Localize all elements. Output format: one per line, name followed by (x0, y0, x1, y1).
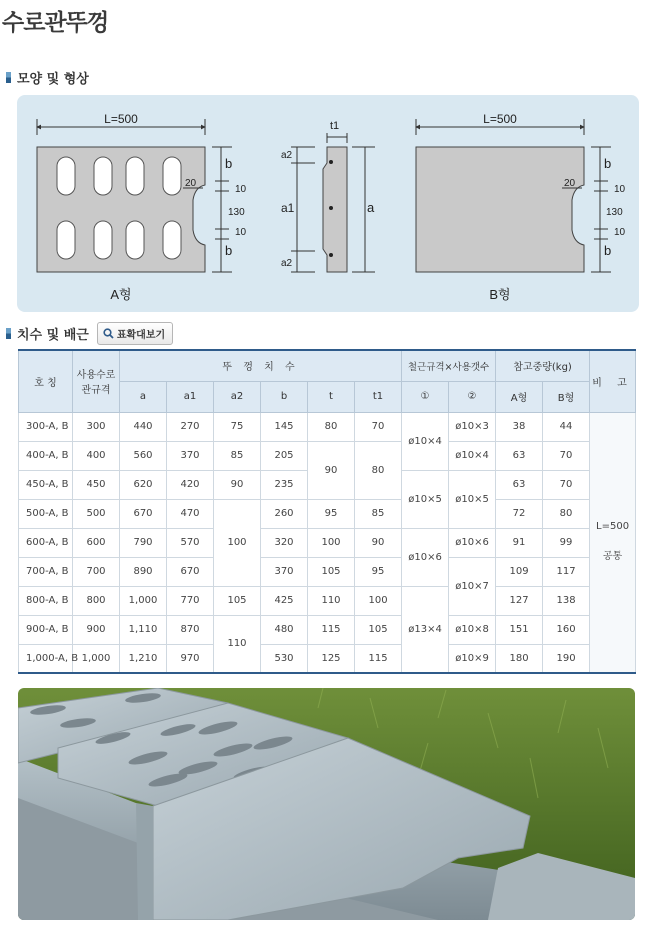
cell-rebar-2: ø10×8 (449, 615, 496, 644)
cell-b: 260 (261, 499, 308, 528)
cell-name: 450-A, B (19, 470, 73, 499)
type-a-drawing (37, 112, 247, 302)
cell-pipe: 400 (73, 441, 120, 470)
cell-pipe: 600 (73, 528, 120, 557)
type-b-caption: B형 (489, 287, 511, 302)
cell-b: 425 (261, 586, 308, 615)
cell-weight-b: 190 (543, 644, 590, 673)
cell-a2: 100 (214, 499, 261, 586)
cell-a2: 90 (214, 470, 261, 499)
section-title-dims: 치수 및 배근 (17, 328, 89, 343)
cell-b: 205 (261, 441, 308, 470)
cell-a1: 270 (167, 412, 214, 441)
header-rebar: 철근규격×사용갯수 (402, 350, 496, 381)
cell-b: 480 (261, 615, 308, 644)
cell-weight-b: 138 (543, 586, 590, 615)
cell-b: 530 (261, 644, 308, 673)
cell-weight-a: 63 (496, 441, 543, 470)
header-a2: a2 (214, 381, 261, 412)
cell-name: 1,000-A, B (19, 644, 73, 673)
cell-rebar-1: ø10×5 (402, 470, 449, 528)
cell-rebar-1: ø10×6 (402, 528, 449, 586)
header-rebar-1: ① (402, 381, 449, 412)
cell-b: 235 (261, 470, 308, 499)
cell-name: 400-A, B (19, 441, 73, 470)
cell-a2: 85 (214, 441, 261, 470)
section-a-label: a (367, 200, 375, 215)
product-photo (18, 688, 635, 920)
cell-a2: 110 (214, 615, 261, 673)
cell-rebar-2: ø10×6 (449, 528, 496, 557)
table-row (19, 441, 636, 470)
type-a-notch-label: 20 (185, 178, 197, 189)
cell-pipe: 450 (73, 470, 120, 499)
header-weight-b: B형 (543, 381, 590, 412)
section-a1-label: a1 (281, 201, 295, 215)
header-name: 호 칭 (19, 350, 73, 412)
magnifier-icon (103, 328, 114, 339)
cell-pipe: 700 (73, 557, 120, 586)
cell-name: 600-A, B (19, 528, 73, 557)
cell-a2: 105 (214, 586, 261, 615)
cell-t1: 105 (355, 615, 402, 644)
header-note: 비 고 (590, 350, 636, 412)
cell-a: 1,210 (120, 644, 167, 673)
cell-t: 125 (308, 644, 355, 673)
cell-pipe: 800 (73, 586, 120, 615)
cell-pipe: 1,000 (73, 644, 120, 673)
type-b-dim-130: 130 (606, 207, 623, 218)
cell-a: 670 (120, 499, 167, 528)
header-b: b (261, 381, 308, 412)
cell-t1: 80 (355, 441, 402, 499)
header-weight: 참고중량(kg) (496, 350, 590, 381)
cell-a1: 370 (167, 441, 214, 470)
table-row (19, 499, 636, 528)
type-a-caption: A형 (110, 287, 132, 302)
section-profile-shape (323, 147, 347, 272)
cell-weight-a: 38 (496, 412, 543, 441)
cell-a1: 570 (167, 528, 214, 557)
cell-weight-a: 180 (496, 644, 543, 673)
header-t1: t1 (355, 381, 402, 412)
cell-t: 100 (308, 528, 355, 557)
type-b-dim-10-bottom: 10 (614, 227, 626, 238)
cell-weight-a: 91 (496, 528, 543, 557)
cell-a1: 770 (167, 586, 214, 615)
type-b-dim-b-top: b (604, 156, 612, 171)
cell-rebar-2: ø10×7 (449, 557, 496, 615)
section-t1-label: t1 (330, 120, 340, 132)
header-a: a (120, 381, 167, 412)
section-heading-shape (6, 68, 89, 87)
cell-t1: 70 (355, 412, 402, 441)
section-drawing (281, 120, 375, 272)
cell-weight-b: 160 (543, 615, 590, 644)
cell-a: 560 (120, 441, 167, 470)
cell-a1: 470 (167, 499, 214, 528)
zoom-table-label: 표확대보기 (116, 330, 166, 341)
cell-weight-a: 109 (496, 557, 543, 586)
cell-b: 320 (261, 528, 308, 557)
type-a-dim-b-top: b (225, 156, 233, 171)
header-rebar-2: ② (449, 381, 496, 412)
cell-weight-a: 151 (496, 615, 543, 644)
type-a-dim-10-bottom: 10 (235, 227, 247, 238)
cell-t: 95 (308, 499, 355, 528)
header-t: t (308, 381, 355, 412)
header-weight-a: A형 (496, 381, 543, 412)
cell-a: 620 (120, 470, 167, 499)
cell-weight-a: 127 (496, 586, 543, 615)
cell-a2: 75 (214, 412, 261, 441)
cell-name: 500-A, B (19, 499, 73, 528)
cell-pipe: 500 (73, 499, 120, 528)
cell-weight-b: 70 (543, 470, 590, 499)
cell-a1: 670 (167, 557, 214, 586)
cell-a1: 420 (167, 470, 214, 499)
cell-rebar-2: ø10×3 (449, 412, 496, 441)
type-a-dim-10-top: 10 (235, 184, 247, 195)
table-row (19, 412, 636, 441)
cell-a1: 970 (167, 644, 214, 673)
type-b-notch-label: 20 (564, 178, 576, 189)
section-heading-dims (6, 322, 173, 345)
cell-t1: 90 (355, 528, 402, 557)
zoom-table-button[interactable] (97, 322, 173, 345)
type-b-drawing (416, 112, 626, 302)
cell-a: 790 (120, 528, 167, 557)
cell-pipe: 300 (73, 412, 120, 441)
note-line-1: L=500 (596, 521, 630, 533)
type-b-cover-shape (416, 147, 584, 272)
cell-a1: 870 (167, 615, 214, 644)
type-a-dim-130: 130 (228, 207, 245, 218)
spec-table (18, 349, 636, 674)
cell-b: 145 (261, 412, 308, 441)
cell-weight-b: 70 (543, 441, 590, 470)
type-b-dim-10-top: 10 (614, 184, 626, 195)
cell-rebar-1: ø10×4 (402, 412, 449, 470)
table-row (19, 557, 636, 586)
cell-a: 1,000 (120, 586, 167, 615)
cell-rebar-2: ø10×9 (449, 644, 496, 673)
cell-t: 115 (308, 615, 355, 644)
cell-b: 370 (261, 557, 308, 586)
shape-diagram (17, 95, 639, 312)
cell-t: 80 (308, 412, 355, 441)
cell-a: 890 (120, 557, 167, 586)
cell-name: 300-A, B (19, 412, 73, 441)
header-a1: a1 (167, 381, 214, 412)
cell-rebar-2: ø10×5 (449, 470, 496, 528)
section-bullet-icon (6, 328, 11, 339)
cell-rebar-1: ø13×4 (402, 586, 449, 673)
note-line-2: 공통 (602, 551, 623, 563)
section-bullet-icon (6, 72, 11, 83)
product-photo-illustration (18, 688, 635, 920)
header-cover-dims: 뚜 껑 치 수 (120, 350, 402, 381)
section-a2-bottom-label: a2 (281, 258, 293, 269)
cell-rebar-2: ø10×4 (449, 441, 496, 470)
header-pipe: 사용수로관규격 (73, 350, 120, 412)
cell-a: 440 (120, 412, 167, 441)
cell-weight-a: 72 (496, 499, 543, 528)
type-b-length-label: L=500 (483, 112, 517, 126)
table-row (19, 644, 636, 673)
section-a2-top-label: a2 (281, 150, 293, 161)
table-row (19, 528, 636, 557)
type-a-dim-b-bottom: b (225, 243, 233, 258)
cell-weight-a: 63 (496, 470, 543, 499)
shape-diagram-panel (17, 95, 639, 312)
type-a-length-label: L=500 (104, 112, 138, 126)
cell-t: 90 (308, 441, 355, 499)
cell-pipe: 900 (73, 615, 120, 644)
cell-t1: 100 (355, 586, 402, 615)
type-b-dim-b-bottom: b (604, 243, 612, 258)
cell-a: 1,110 (120, 615, 167, 644)
cell-name: 800-A, B (19, 586, 73, 615)
cell-note (590, 412, 636, 673)
cell-t1: 95 (355, 557, 402, 586)
cell-weight-b: 44 (543, 412, 590, 441)
table-row (19, 615, 636, 644)
cell-t1: 115 (355, 644, 402, 673)
cell-weight-b: 117 (543, 557, 590, 586)
cell-t: 105 (308, 557, 355, 586)
cell-t1: 85 (355, 499, 402, 528)
table-row (19, 586, 636, 615)
page-title: 수로관뚜껑 (2, 10, 109, 36)
section-title-shape: 모양 및 형상 (17, 72, 89, 87)
cell-name: 700-A, B (19, 557, 73, 586)
cell-weight-b: 99 (543, 528, 590, 557)
cell-t: 110 (308, 586, 355, 615)
cell-weight-b: 80 (543, 499, 590, 528)
cell-name: 900-A, B (19, 615, 73, 644)
